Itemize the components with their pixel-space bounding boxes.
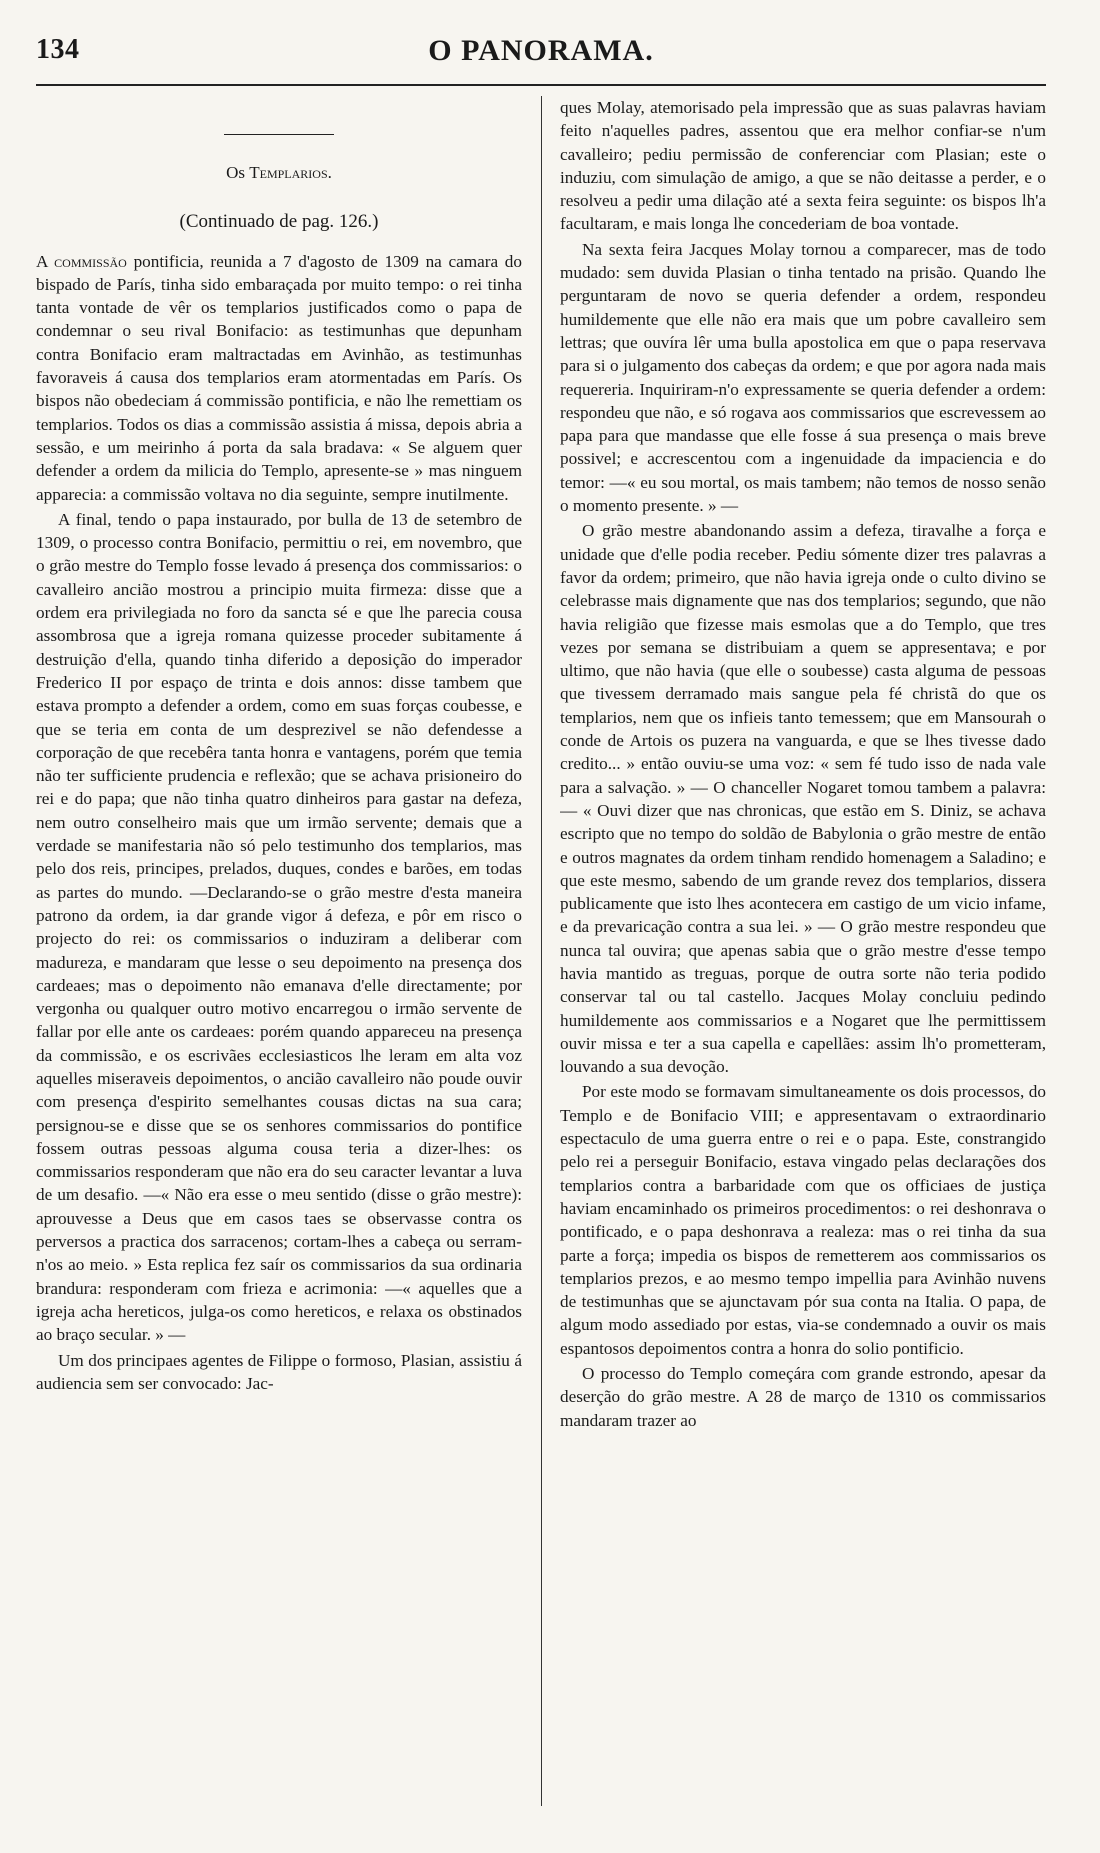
right-column [560,96,1046,1816]
article-title-main: Templarios. [249,163,332,182]
paragraph-text: pontificia, reunida a 7 d'agosto de 1309 na camara do bispado de París, tinha sido embaraçada por muito tempo: o rei tinha tanta vontade de vêr os templarios justificados como o papa de condemnar o seu rival Bonifacio: as testimunhas que depunham contra Bonifacio eram maltractadas em Avinhão, as testimunhas favoraveis á causa dos templarios eram atormentadas em París. Os bispos não obedeciam á commissão pontificia, e não lhe remettiam os templarios. Todos os dias a commissão assistia á missa, depois abria a sessão, e um meirinho á porta da sala bradava: « Se alguem quer defender a ordem da milicia do Templo, apresente-se » mas ninguem apparecia: a commissão voltava no dia seguinte, sempre inutilmente. [36,251,522,504]
section-divider [224,134,334,135]
journal-title: O PANORAMA. [428,34,654,67]
column-divider [541,96,542,1806]
paragraph: A final, tendo o papa instaurado, por bulla de 13 de setembro de 1309, o processo contra Bonifacio, permittiu o rei, em novembro, que o grão mestre do Templo fosse levado á presença dos commissarios: o cavalleiro ancião mostrou a principio muita firmeza: disse que a ordem era privilegiada no foro da sancta sé e que lhe parecia cousa assombrosa que a igreja romana quizesse proceder subitamente á destruição d'ella, quando tinha diferido a deposição do imperador Frederico II por espaço de trinta e dois annos: disse tambem que estava prompto a defender a ordem, como em suas forças coubesse, e que se teria em conta de um desprezivel se não defendesse a corporação de que recebêra tanta honra e vantagens, porém que temia não ter sufficiente prudencia e reflexão; que se achava prisioneiro do rei e do papa; que não tinha quatro dinheiros para gastar na defeza, nem outro conselheiro mais que um irmão servente; demais que a verdade se manifestaria não só pelo testimunho dos templarios, mas pelo dos reis, principes, prelados, duques, condes e barões, em todas as partes do mundo. —Declarando-se o grão mestre d'esta maneira patrono da ordem, ia dar grande vigor á defeza, e pôr em risco o projecto do rei: os commissarios o induziram a deliberar com madureza, e mandaram que lesse o seu depoimento na presença dos cardeaes; mas o depoimento não emanava d'elle directamente; por vergonha ou qualquer outro motivo encarregou o irmão servente de fallar por elle ante os cardeaes: porém quando appareceu na presença da commissão, e os escrivães ecclesiasticos lhe leram em alta voz aquelles miseraveis depoimentos, o ancião cavalleiro não poude ouvir com presença d'espirito semelhantes cousas dictas na sua cara; persignou-se e disse que se os senhores commissarios do pontifice fossem outras pessoas alguma cousa teria a dizer-lhes: os commissarios responderam que não era do seu caracter levantar a luva de um desafio. —« Não era esse o meu sentido (disse o grão mestre): aprouvesse a Deus que em casos taes se observasse contra os perversos a practica dos sarracenos; cortam-lhes a cabeça ou serram-n'os ao meio. » Esta replica fez saír os commissarios da sua ordinaria brandura: responderam com frieza e acrimonia: —« aquelles que a igreja acha hereticos, julga-os como hereticos, e relaxa os obstinados ao braço secular. » — [36,509,522,1345]
paragraph: Na sexta feira Jacques Molay tornou a comparecer, mas de todo mudado: sem duvida Plasian o tinha tentado na prisão. Quando lhe perguntaram de novo se queria defender a ordem, respondeu humildemente que elle não era mais que um pobre cavalleiro sem lettras; que ouvíra lêr uma bulla apostolica em que o papa reservava para si o julgamento dos cabeças da ordem; e que por agora nada mais requereria. Inquiriram-n'o expressamente se queria defender a ordem: respondeu que não, e só rogava aos commissarios que escrevessem ao papa para que mandasse que elle fosse á sua presença o mais breve possivel; e accrescentou com a ingenuidade da impaciencia e do temor: —« eu sou mortal, os mais tambem; não temos de nosso senão o momento presente. » — [560,239,1046,516]
paragraph [36,250,522,506]
paragraph: Por este modo se formavam simultaneamente os dois processos, do Templo e de Bonifacio VIII; e appresentavam o extraordinario espectaculo de uma guerra entre o rei e o papa. Este, constrangido pelo rei a perseguir Bonifacio, estava vingado pelas declarações dos templarios contra a barbaridade com que os officiaes de justiça haviam encaminhado os primeiros procedimentos: o rei deshonrava o pontificado, e o papa deshonrava a realeza: mas o rei tinha da sua parte a força; impedia os bispos de remetterem aos commissarios os templarios prezos, e ao mesmo tempo impellia para Avinhão nuvens de testimunhas que se ajunctavam pór sua conta na Italia. O papa, de algum modo assediado por estas, via-se condemnado a ouvir os mais espantosos depoimentos contra a honra do solio pontificio. [560,1082,1046,1358]
paragraph-lead: A commissão [36,251,127,271]
paragraph: Um dos principaes agentes de Filippe o formoso, Plasian, assistiu á audiencia sem ser convocado: Jac- [36,1350,522,1393]
paragraph: ques Molay, atemorisado pela impressão que as suas palavras haviam feito n'aquelles padres, assentou que era melhor confiar-se n'um cavalleiro; pediu permissão de conferenciar com Plasian; este o induziu, com simulação de amigo, a que se não deitasse a perder, e o resolveu a pedir uma dilação até a sexta feira seguinte: os bispos lh'a facultaram, e mais longa lhe concederiam de boa vontade. [560,98,1046,234]
header-rule [36,84,1046,86]
newspaper-page [36,30,1046,1830]
article-title-prefix: Os [226,163,250,182]
page-header [36,30,1046,90]
article-title [36,161,522,184]
paragraph: O grão mestre abandonando assim a defeza, tiravalhe a força e unidade que d'elle podia receber. Pediu sómente dizer tres palavras a favor da ordem; primeiro, que não havia igreja onde o culto divino se celebrasse mais dignamente que nas dos templarios; segundo, que não havia religião que fizesse mais esmolas que a do Templo, que tres vezes por semana se distribuiam a quem se appresentava; e por ultimo, que não havia (que elle o soubesse) casta alguma de pessoas que tivessem derramado mais sangue pela fé christã do que os templarios, nem que os infieis tanto temessem; que em Mansourah o conde de Artois os puzera na vanguarda, e que se lhes tivesse dado credito... » então ouviu-se uma voz: « sem fé tudo isso de nada vale para a salvação. » — O chanceller Nogaret tomou tambem a palavra: — « Ouvi dizer que nas chronicas, que estão em S. Diniz, se achava escripto que no tempo do soldão de Babylonia o grão mestre de então e outros magnates da ordem tinham rendido homenagem a Saladino; e que este mesmo, sabendo de um grande revez dos templarios, dissera publicamente que isto lhes acontecera em castigo de um vicio infame, e da prevaricação contra a sua lei. » — O grão mestre respondeu que nunca tal ouvira; que apenas sabia que o grão mestre d'esse tempo havia mantido as treguas, porque de outra sorte não teria podido conservar tal ou tal castello. Jacques Molay concluiu pedindo humildemente aos commissarios e a Nogaret que lhe permittissem ouvir missa e ter a sua capella e capellães: assim lh'o prometteram, louvando a sua devoção. [560,521,1046,1077]
continued-note: (Continuado de pag. 126.) [179,211,379,233]
left-column [36,96,522,1816]
paragraph: O processo do Templo começára com grande estrondo, apesar da deserção do grão mestre. A 28 de março de 1310 os commissarios mandaram trazer ao [560,1364,1046,1430]
page-number: 134 [36,34,80,65]
